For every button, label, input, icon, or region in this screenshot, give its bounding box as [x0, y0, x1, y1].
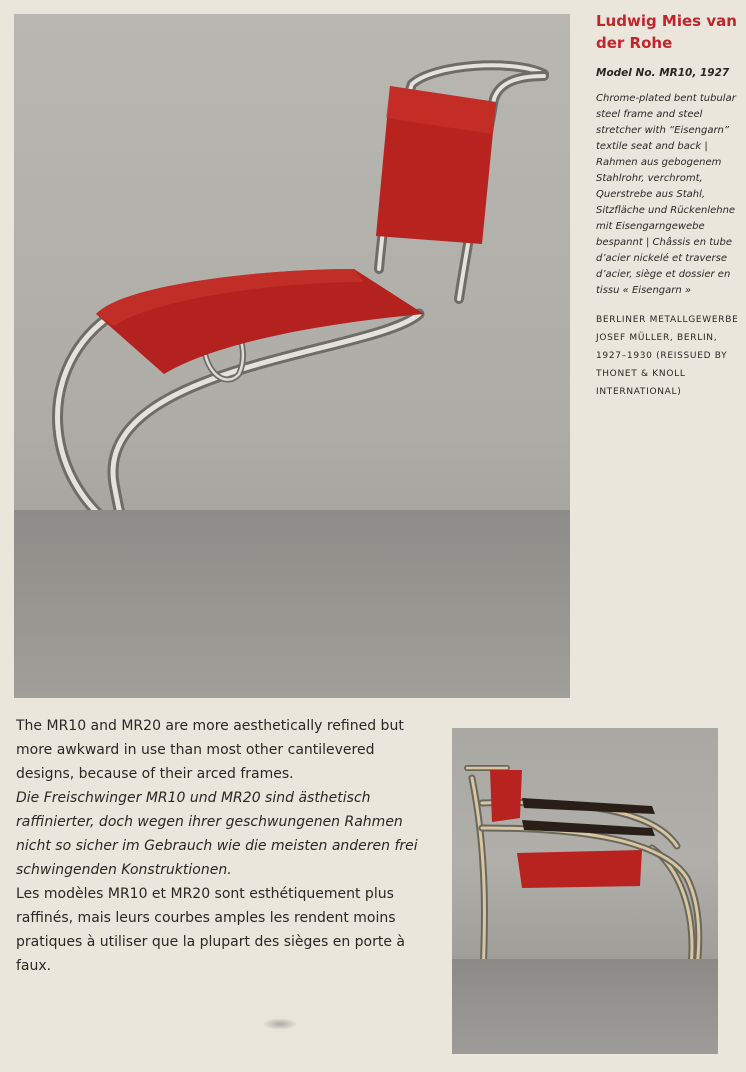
photo-mr20-armchair — [452, 728, 718, 1054]
designer-name: Ludwig Mies van der Rohe — [596, 12, 737, 52]
body-text-french: Les modèles MR10 et MR20 sont esthétiquement plus raffinés, mais leurs courbes amples les rendent moins pratiques à utiliser que la plupart des sièges en porte à faux. — [16, 886, 406, 974]
photo-floor — [14, 510, 570, 698]
photo-floor-small — [452, 959, 718, 1054]
body-text — [16, 714, 436, 978]
print-smudge — [262, 1018, 298, 1030]
body-text-german: Die Freischwinger MR10 und MR20 sind ästhetisch raffinierter, doch wegen ihrer geschwungenen Rahmen nicht so sicher im Gebrauch wie die meisten anderen frei schwingenden Konstruktionen. — [16, 790, 418, 878]
photo-mr10-chair — [14, 14, 570, 698]
material-description: Chrome-plated bent tubular steel frame and steel stretcher with “Eisengarn” textile seat and back | Rahmen aus gebogenem Stahlrohr, verchromt, Querstrebe aus Stahl, Sitzfläche und Rückenlehne mit Eisengarngewebe bespannt | Châssis en tube d’acier nickelé et traverse d’acier, siège et dossier en tissu « Eisengarn » — [596, 93, 736, 296]
manufacturer-credit: BERLINER METALLGEWERBE JOSEF MÜLLER, BERLIN, 1927–1930 (REISSUED BY THONET & KNOLL INTERNATIONAL) — [596, 315, 739, 397]
body-text-english: The MR10 and MR20 are more aesthetically refined but more awkward in use than most other cantilevered designs, because of their arced frames. — [16, 718, 404, 782]
caption-column — [596, 10, 744, 401]
model-number: Model No. MR10, 1927 — [596, 67, 730, 79]
